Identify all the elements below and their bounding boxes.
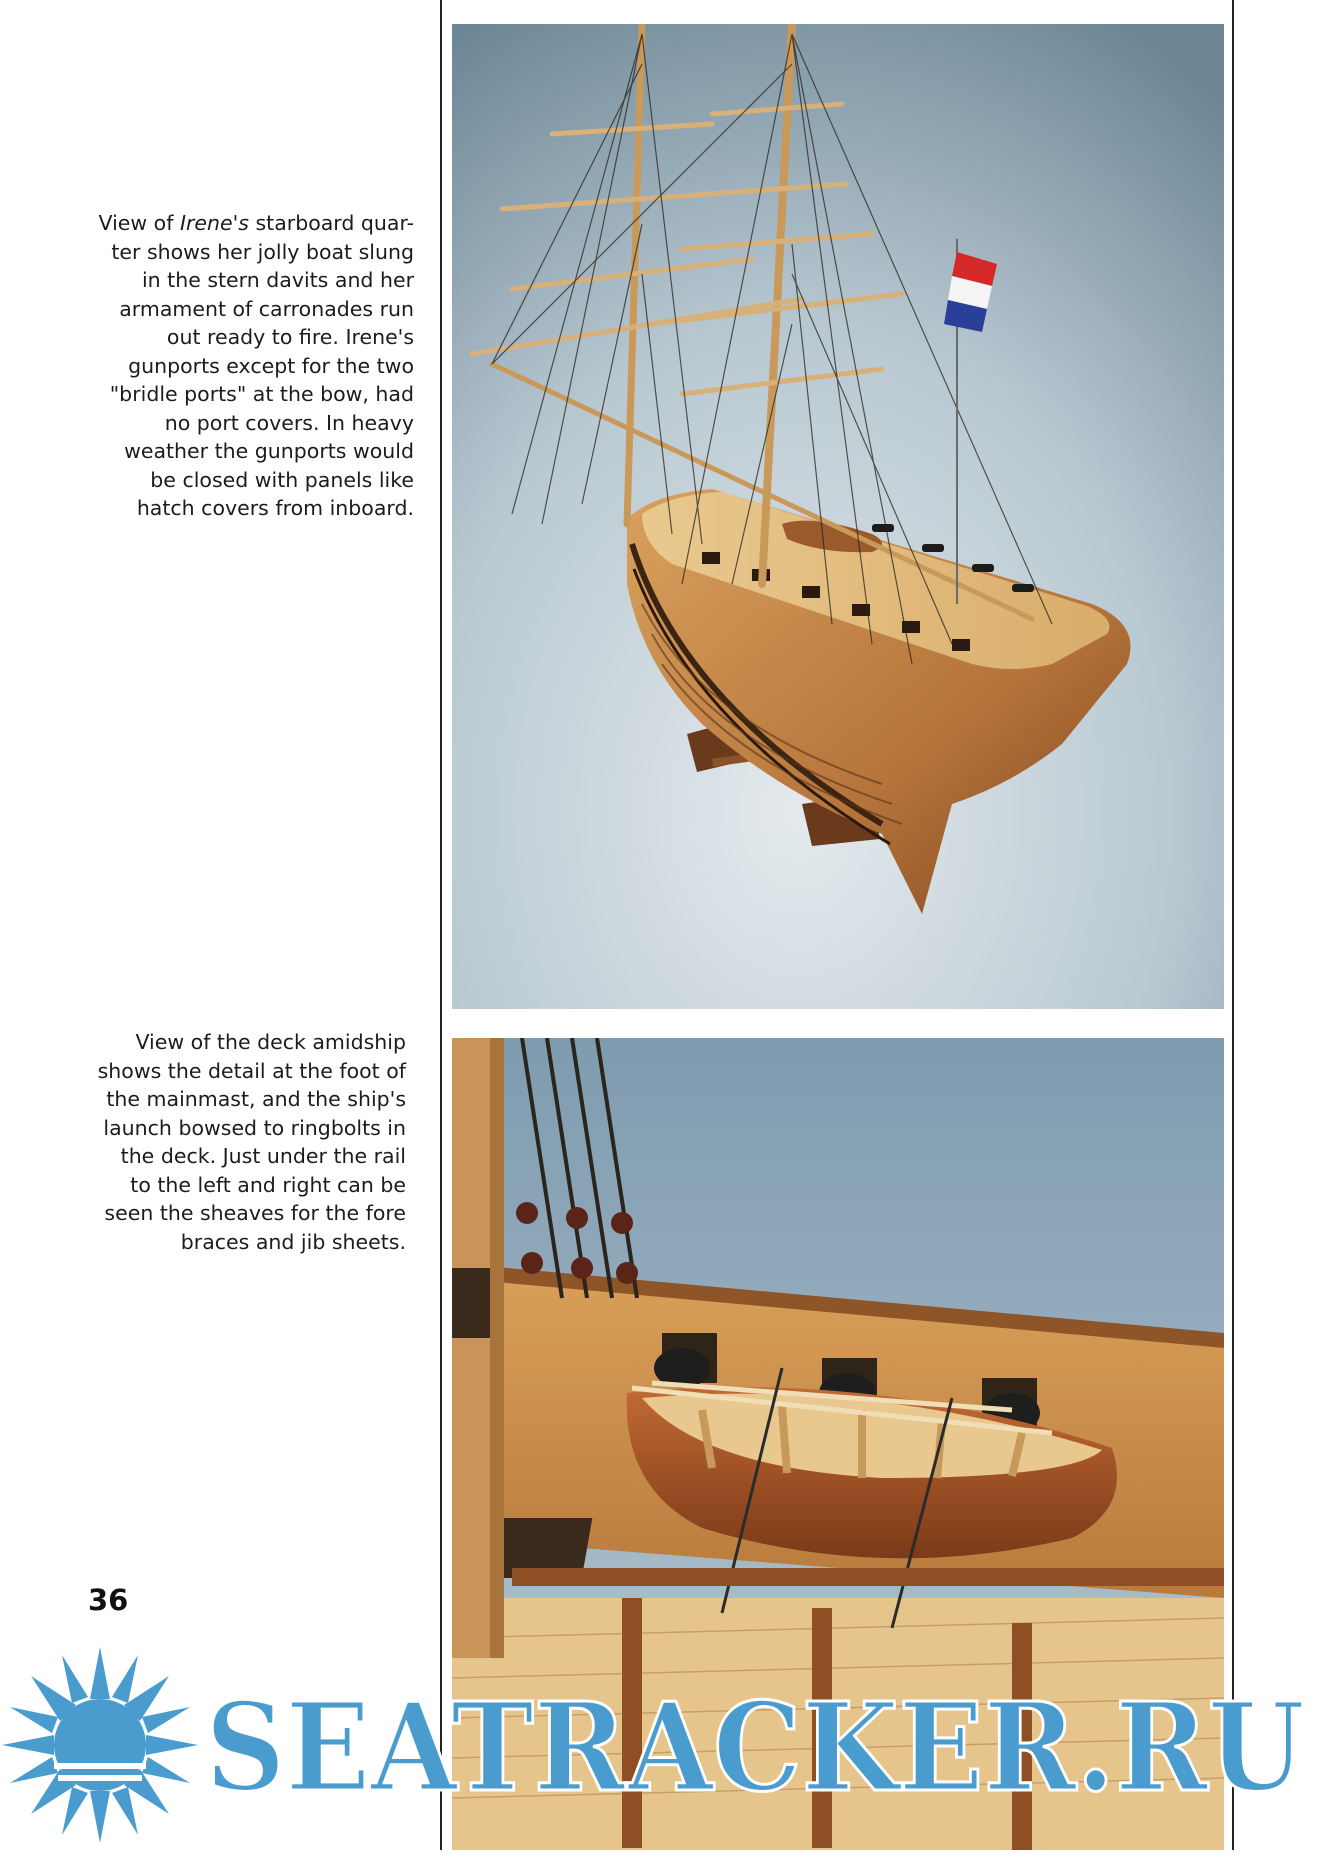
caption-line: in the stern davits and her (141, 268, 414, 292)
caption-line: braces and jib sheets. (180, 1229, 406, 1254)
caption-line: out ready to fire. Irene's (166, 325, 414, 349)
caption-line: shows the detail at the foot of (97, 1058, 406, 1083)
frame-left-line (440, 0, 442, 1850)
caption-line: no port covers. In heavy (164, 410, 414, 435)
watermark-text: SEATRACKER.RU (205, 1675, 1305, 1819)
caption-line: the deck. Just under the rail (120, 1144, 406, 1168)
frame-right-line (1232, 0, 1234, 1850)
photo-deck-amidship (452, 1038, 1224, 1850)
page-number: 36 (88, 1583, 129, 1617)
photo-ship-model (452, 24, 1224, 1009)
caption-line: View of Irene's starboard quar- (98, 211, 414, 235)
deck-illustration (452, 1038, 1224, 1850)
caption-line: to the left and right can be (130, 1172, 406, 1197)
caption-line: seen the sheaves for the fore (104, 1201, 406, 1225)
sun-logo-icon (2, 1647, 198, 1843)
caption-line: gunports except for the two (128, 353, 414, 378)
deck-planking (452, 1598, 1224, 1850)
caption-line: ter shows her jolly boat slung (111, 239, 414, 264)
caption-top (70, 209, 414, 523)
ship-model-illustration (452, 24, 1224, 1009)
caption-bottom (60, 1028, 406, 1256)
caption-line: armament of carronades run (119, 296, 414, 321)
caption-line: hatch covers from inboard. (136, 496, 414, 520)
caption-line: "bridle ports" at the bow, had (109, 382, 414, 406)
caption-line: the mainmast, and the ship's (106, 1087, 406, 1111)
caption-line: launch bowsed to ringbolts in (103, 1115, 406, 1140)
caption-line: be closed with panels like (150, 467, 414, 492)
caption-line: weather the gunports would (124, 439, 414, 463)
caption-line: View of the deck amidship (135, 1030, 406, 1054)
mainmast (452, 1038, 504, 1658)
